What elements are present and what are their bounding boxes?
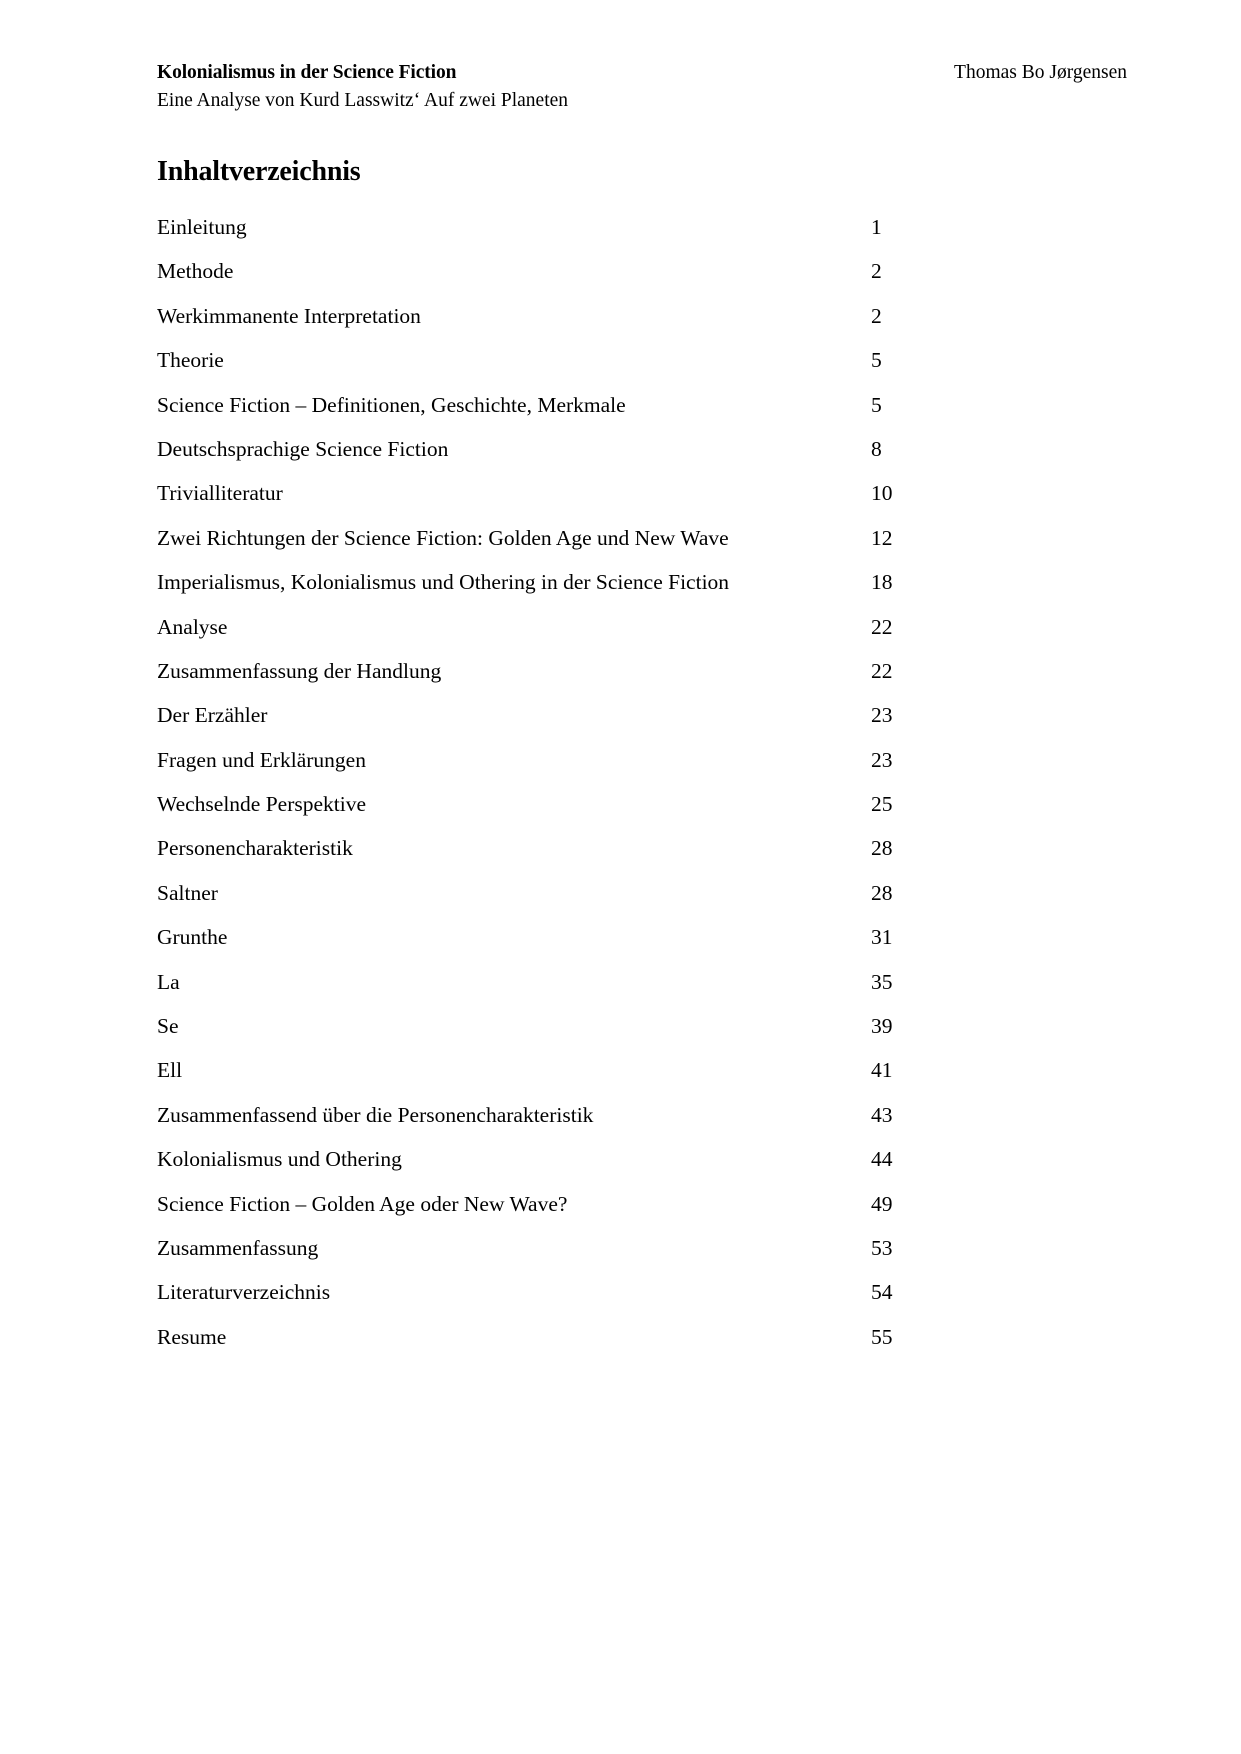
document-author: Thomas Bo Jørgensen: [954, 62, 1127, 83]
toc-entry-page-number: 22: [871, 614, 893, 639]
toc-entry-page-number: 22: [871, 658, 893, 683]
toc-entry-label: Science Fiction – Definitionen, Geschichte, Merkmale: [157, 392, 626, 417]
toc-entry[interactable]: [157, 383, 917, 427]
toc-entry-label: Theorie: [157, 348, 224, 373]
toc-entry[interactable]: [157, 738, 917, 782]
toc-entry-label: Resume: [157, 1324, 227, 1349]
toc-entry-page-number: 35: [871, 969, 893, 994]
toc-entry-page-number: 23: [871, 747, 893, 772]
toc-entry-page-number: 8: [871, 436, 882, 461]
toc-entry-label: Analyse: [157, 614, 228, 639]
toc-entry[interactable]: [157, 1270, 917, 1314]
toc-entry[interactable]: [157, 1226, 917, 1270]
toc-entry[interactable]: [157, 826, 917, 870]
toc-entry-label: Imperialismus, Kolonialismus und Othering in der Science Fiction: [157, 570, 730, 595]
toc-entry-label: Grunthe: [157, 925, 228, 950]
toc-entry[interactable]: [157, 693, 917, 737]
toc-entry-label: Fragen und Erklärungen: [157, 747, 366, 772]
toc-entry-page-number: 41: [871, 1058, 893, 1083]
toc-entry-page-number: 54: [871, 1280, 893, 1305]
toc-entry[interactable]: [157, 516, 917, 560]
toc-entry-label: Kolonialismus und Othering: [157, 1147, 402, 1172]
toc-entry[interactable]: [157, 294, 917, 338]
toc-entry-page-number: 28: [871, 836, 893, 861]
toc-entry-label: Personencharakteristik: [157, 836, 353, 861]
toc-entry-page-number: 43: [871, 1102, 893, 1127]
toc-entry-label: Zusammenfassung: [157, 1235, 319, 1260]
toc-entry-label: Literaturverzeichnis: [157, 1280, 331, 1305]
toc-entry-page-number: 1: [871, 215, 882, 239]
toc-entry-label: Der Erzähler: [157, 703, 268, 728]
toc-entry-page-number: 2: [871, 259, 882, 284]
toc-entry-label: Werkimmanente Interpretation: [157, 303, 421, 328]
toc-entry[interactable]: [157, 560, 917, 604]
toc-entry[interactable]: [157, 249, 917, 293]
toc-entry-label: Wechselnde Perspektive: [157, 792, 367, 817]
toc-entry-page-number: 44: [871, 1147, 893, 1172]
toc-entry[interactable]: [157, 427, 917, 471]
toc-entry[interactable]: [157, 1315, 917, 1359]
toc-entry[interactable]: [157, 915, 917, 959]
toc-entry-page-number: 5: [871, 392, 882, 417]
document-title: Kolonialismus in der Science Fiction: [157, 62, 457, 83]
toc-entry-label: Zusammenfassung der Handlung: [157, 658, 442, 683]
toc-entry-label: Saltner: [157, 880, 218, 905]
toc-entry[interactable]: [157, 1004, 917, 1048]
toc-entry[interactable]: [157, 1048, 917, 1092]
toc-entry-label: Science Fiction – Golden Age oder New Wave?: [157, 1191, 568, 1216]
toc-entry-label: Trivialliteratur: [157, 481, 283, 506]
toc-entry-page-number: 5: [871, 348, 882, 373]
toc-entry-label: Ell: [157, 1058, 183, 1083]
toc-entry-label: La: [157, 969, 180, 994]
toc-entry-page-number: 23: [871, 703, 893, 728]
toc-entry-page-number: 49: [871, 1191, 893, 1216]
toc-entry-page-number: 55: [871, 1324, 893, 1349]
toc-entry[interactable]: [157, 871, 917, 915]
toc-entry[interactable]: [157, 605, 917, 649]
toc-heading: Inhaltverzeichnis: [157, 156, 361, 187]
toc-entry[interactable]: [157, 1182, 917, 1226]
toc-entry-page-number: 25: [871, 792, 893, 817]
toc-entry[interactable]: [157, 1093, 917, 1137]
toc-entry[interactable]: [157, 782, 917, 826]
toc-entry-page-number: 10: [871, 481, 893, 506]
toc-entry-page-number: 2: [871, 303, 882, 328]
toc-entry[interactable]: [157, 471, 917, 515]
running-header: [157, 62, 1127, 112]
toc-entry-page-number: 18: [871, 570, 893, 595]
toc-entry[interactable]: [157, 205, 917, 249]
toc-entry-label: Zwei Richtungen der Science Fiction: Golden Age und New Wave: [157, 525, 729, 550]
toc-entry[interactable]: [157, 1137, 917, 1181]
toc-entry-page-number: 39: [871, 1014, 893, 1039]
toc-entry-label: Zusammenfassend über die Personencharakteristik: [157, 1102, 594, 1127]
toc-entry-page-number: 53: [871, 1235, 893, 1260]
toc-entry-page-number: 31: [871, 925, 893, 950]
toc-entry-page-number: 12: [871, 525, 893, 550]
document-subtitle: Eine Analyse von Kurd Lasswitz‘ Auf zwei Planeten: [157, 90, 569, 111]
toc-entry[interactable]: [157, 338, 917, 382]
toc-entry-label: Einleitung: [157, 215, 247, 239]
toc-entry-label: Se: [157, 1014, 179, 1039]
toc-entry-label: Deutschsprachige Science Fiction: [157, 436, 449, 461]
toc-entry-label: Methode: [157, 259, 234, 284]
toc-entry-page-number: 28: [871, 880, 893, 905]
header-top-row: [157, 62, 1127, 84]
toc-entry[interactable]: [157, 960, 917, 1004]
toc-list: [157, 205, 917, 1359]
toc-entry[interactable]: [157, 649, 917, 693]
